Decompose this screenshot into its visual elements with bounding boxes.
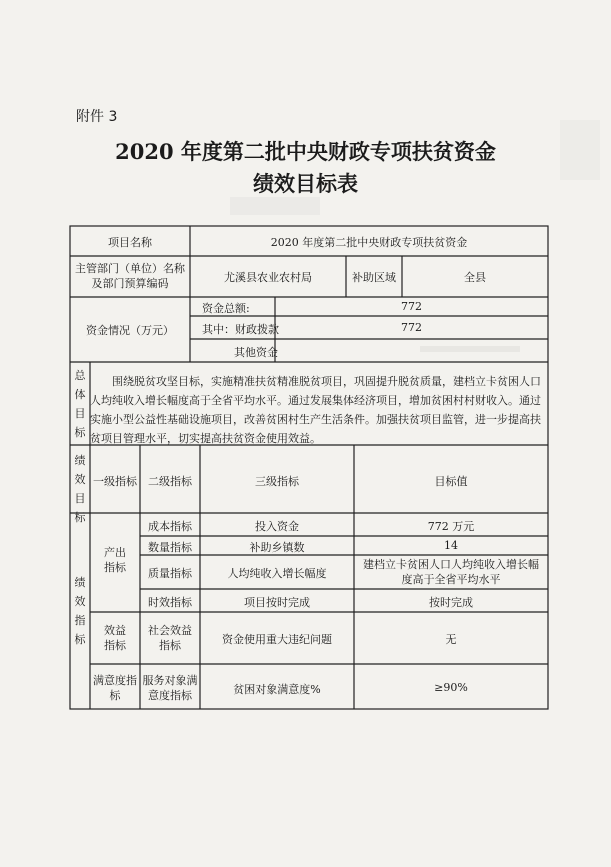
region-label: 补助区域: [352, 271, 396, 284]
satisfaction-item: 贫困对象满意度%: [233, 683, 321, 696]
department-label: 主管部门（单位）名称及部门预算编码: [75, 262, 185, 290]
output-indicator-label: 产出指标: [104, 546, 126, 574]
timeliness-indicator-item: 项目按时完成: [244, 596, 310, 609]
cost-indicator-target: 772 万元: [427, 520, 475, 533]
funds-label: 资金情况（万元）: [86, 324, 174, 337]
quantity-indicator-item: 补助乡镇数: [249, 541, 305, 554]
header-level3: 三级指标: [255, 475, 299, 488]
benefit-indicator-label: 效益指标: [104, 624, 126, 652]
header-level2: 二级指标: [148, 475, 192, 488]
social-benefit-indicator: 社会效益指标: [148, 624, 192, 652]
funds-total-value: 772: [401, 300, 422, 313]
performance-target-label: 绩效目标: [74, 454, 86, 524]
timeliness-indicator-target: 按时完成: [429, 596, 473, 609]
cost-indicator: 成本指标: [148, 520, 192, 533]
quantity-indicator: 数量指标: [148, 541, 192, 554]
project-name-label: 项目名称: [108, 236, 152, 249]
overall-target-label: 总体目标: [74, 369, 86, 439]
satisfaction-indicator-label: 满意度指标: [93, 674, 137, 702]
department-value: 尤溪县农业农村局: [224, 271, 312, 284]
region-value: 全县: [464, 271, 486, 284]
performance-indicator-label: 绩效指标: [74, 576, 86, 646]
overall-target-text: 围绕脱贫攻坚目标，实施精准扶贫精准脱贫项目，巩固提升脱贫质量，建档立卡贫困人口人均纯收入增长幅度高于全省平均水平。通过发展集体经济项目，增加贫困村村财收入。通过实施小型公益性基础设施项目，改善贫困村生产生活条件。加强扶贫项目监管，进一步提高扶贫项目管理水平，切实提高扶贫资金使用效益。: [90, 375, 541, 445]
social-benefit-target: 无: [445, 633, 457, 646]
funds-fiscal-label: 其中：财政拨款: [202, 323, 279, 336]
quality-indicator-target: 建档立卡贫困人口人均纯收入增长幅度高于全省平均水平: [363, 558, 539, 586]
cost-indicator-item: 投入资金: [255, 520, 299, 533]
satisfaction-target: ≥90%: [434, 681, 468, 694]
social-benefit-item: 资金使用重大违纪问题: [222, 633, 332, 646]
quantity-indicator-target: 14: [444, 539, 458, 552]
funds-total-label: 资金总额:: [202, 302, 250, 315]
title-line-1: 2020 年度第二批中央财政专项扶贫资金: [115, 139, 496, 164]
quality-indicator: 质量指标: [148, 567, 192, 580]
attachment-label: 附件 3: [76, 109, 118, 125]
funds-other-label: 其他资金: [234, 346, 278, 359]
service-satisfaction-indicator: 服务对象满意度指标: [142, 674, 198, 702]
quality-indicator-item: 人均纯收入增长幅度: [227, 567, 327, 580]
header-level1: 一级指标: [93, 475, 137, 488]
title-line-2: 绩效目标表: [253, 171, 358, 196]
timeliness-indicator: 时效指标: [148, 596, 192, 609]
project-name-value: 2020 年度第二批中央财政专项扶贫资金: [270, 236, 468, 249]
header-target: 目标值: [434, 475, 468, 488]
funds-fiscal-value: 772: [401, 321, 422, 334]
